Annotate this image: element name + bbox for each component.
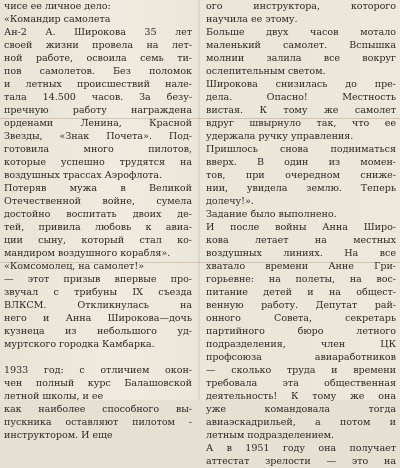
text-line: аттестат зрелости — это на <box>206 456 396 467</box>
text-line: звучал с трибуны IX съезда <box>4 287 192 298</box>
text-line: 1933 год: с отличием окон- <box>4 365 192 376</box>
text-line: Больше двух часов мотало <box>206 27 396 38</box>
text-line: требовала эта общественная <box>206 378 396 389</box>
text-line: дела. Опасно! Местность <box>206 92 396 103</box>
text-line: тала 14.500 часов. За безу- <box>4 92 192 103</box>
text-line: воздушных трассах Аэрофлота. <box>4 170 163 181</box>
text-line: которые успешно трудятся на <box>4 157 192 168</box>
text-line: летным подразделением. <box>206 430 335 441</box>
text-line: — сколько труда и времени <box>206 365 396 376</box>
left-text-column <box>4 0 192 442</box>
text-line: партийного бюро летного <box>206 326 396 337</box>
text-line: ции сыну, который стал ко- <box>4 235 192 246</box>
text-line: удержала ручку управления. <box>206 131 354 142</box>
text-line: Ан-2 А. Широкова 35 лет <box>4 27 192 38</box>
text-line: орденами Ленина, Красной <box>4 118 192 129</box>
text-line: научила ее этому. <box>206 14 298 25</box>
text-line: питание детей и на общест- <box>206 287 396 298</box>
text-line: вдруг швырнуло так, что ее <box>206 118 396 129</box>
text-line: долечу!». <box>206 196 254 207</box>
text-line: нии, увидела землю. Теперь <box>206 183 396 194</box>
text-line: тей, привила любовь к авиа- <box>4 222 192 233</box>
text-line: венную работу. Депутат рай- <box>206 300 396 311</box>
text-line: маленький самолет. Вспышка <box>206 40 396 51</box>
text-line: готовила много пилотов, <box>4 144 192 155</box>
text-line: ной работе, освоила семь ти- <box>4 53 192 64</box>
text-line: чисе ее личное дело: <box>4 1 111 12</box>
text-line: Отечественной войне, сумела <box>4 196 192 207</box>
text-line: «Комсомолец, на самолет!» <box>4 261 145 272</box>
text-line: инструктором. И еще <box>4 430 113 441</box>
column-gutter <box>198 0 200 400</box>
text-line: Задание было выполнено. <box>206 209 337 220</box>
text-line: своей жизни провела на лет- <box>4 40 192 51</box>
text-line: профсоюза авиаработников <box>206 352 396 363</box>
text-line: летной школы, и ее <box>4 391 104 402</box>
text-line: авиаэскадрильей, а потом и <box>206 417 396 428</box>
text-line: кова летает на местных <box>206 235 396 246</box>
text-line: Пришлось снова подниматься <box>206 144 396 155</box>
text-line: как наиболее способного вы- <box>4 404 192 415</box>
text-line: А в 1951 году она получает <box>206 443 396 454</box>
text-line: ВЛКСМ. Откликнулась на <box>4 300 192 311</box>
text-line: пускника оставляют пилотом - <box>4 417 192 428</box>
text-line: И после войны Анна Широ- <box>206 222 396 233</box>
text-line: деятельность! К тому же она <box>206 391 396 402</box>
text-line: вистая. К тому же самолет <box>206 105 396 116</box>
right-text-column <box>206 0 396 468</box>
text-line: хватало времени Анне Гри- <box>206 261 396 272</box>
text-line: пов самолетов. Без поломок <box>4 66 192 77</box>
text-line: Широкова снизилась до пре- <box>206 79 396 90</box>
text-line: чен полный курс Балашовской <box>4 378 192 389</box>
text-line: онного Совета, секретарь <box>206 313 396 324</box>
text-line: ослепительным светом. <box>206 66 326 77</box>
text-line: подразделения, член ЦК <box>206 339 396 350</box>
text-line: мандиром воздушного корабля». <box>4 248 171 259</box>
text-line: «Командир самолета <box>4 14 111 25</box>
text-line: уже командовала тогда <box>206 404 396 415</box>
text-line: — этот призыв впервые про- <box>4 274 192 285</box>
text-line: достойно воспитать двоих де- <box>4 209 192 220</box>
text-line: Звезды, «Знак Почета». Под- <box>4 131 192 142</box>
text-line: молнии залила все вокруг <box>206 53 396 64</box>
text-line: Потеряв мужа в Великой <box>4 183 192 194</box>
text-line: вверх. В один из момен- <box>206 157 396 168</box>
text-line: горьевне: на полеты, на вос- <box>206 274 396 285</box>
text-line: муртского городка Камбарка. <box>4 339 155 350</box>
text-line: пречную работу награждена <box>4 105 192 116</box>
text-line: кузнеца из небольшого уд- <box>4 326 192 337</box>
text-line <box>4 351 192 364</box>
text-line: ого инструктора, которого <box>206 1 396 12</box>
text-line: тов, при очередном сниже- <box>206 170 396 181</box>
text-line: и летных происшествий нале- <box>4 79 192 90</box>
text-line: воздушных линиях. На все <box>206 248 396 259</box>
text-line: него и Анна Широкова—дочь <box>4 313 192 324</box>
